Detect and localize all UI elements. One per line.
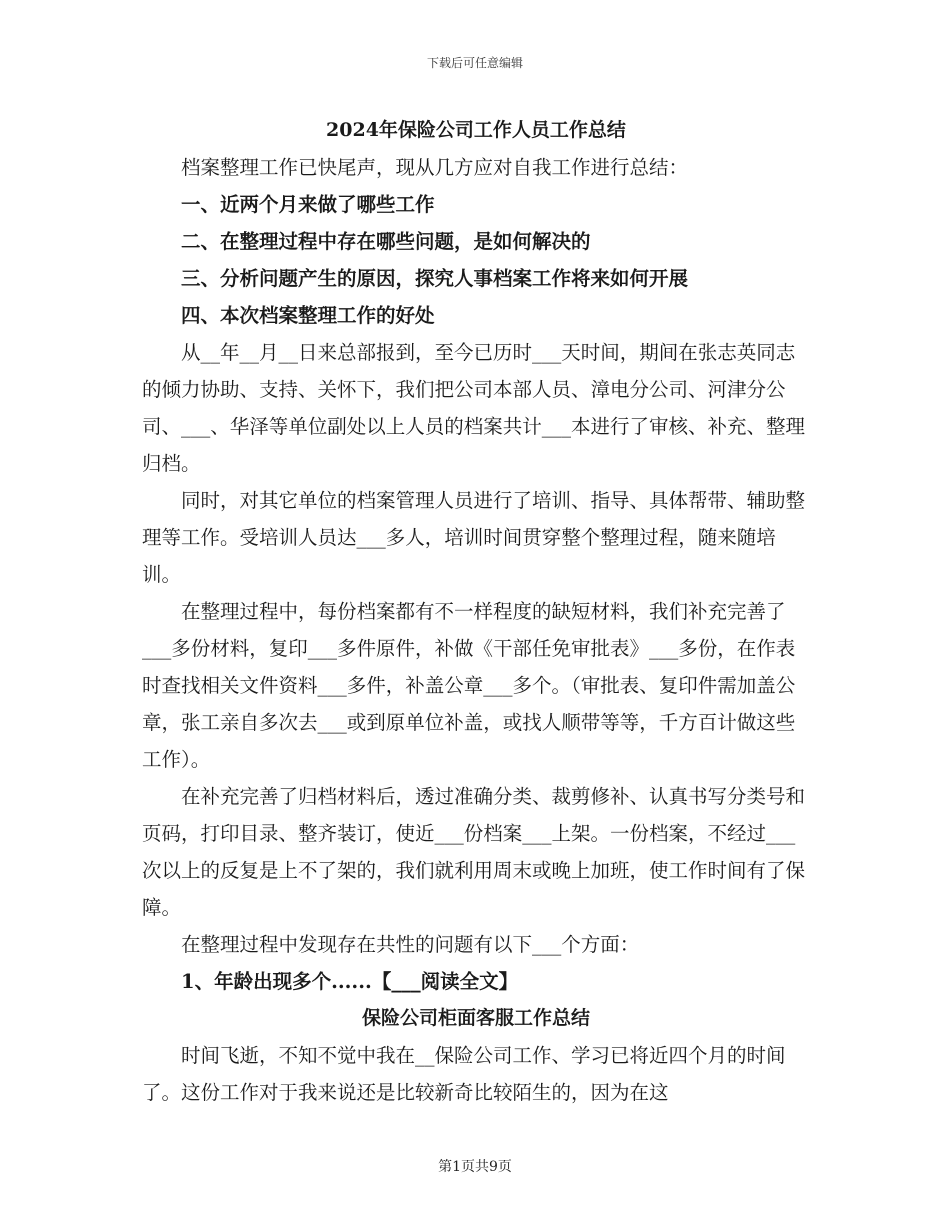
body-paragraph: 在整理过程中发现存在共性的问题有以下___个方面： xyxy=(181,933,640,956)
page-number: 第1页共9页 xyxy=(438,1159,512,1175)
read-more-link[interactable]: 【___阅读全文】 xyxy=(371,970,519,993)
body-paragraph: 在补充完善了归档材料后，透过准确分类、裁剪修补、认真书写分类号和页码，打印目录、整齐装订，使近___份档案___上架。一份档案，不经过___次以上的反复是上不了架的，我们就利用周末或晚上加班，使工作时间有了保障。 xyxy=(142,785,806,919)
body-paragraph: 在整理过程中，每份档案都有不一样程度的缺短材料，我们补充完善了___多份材料，复印___多件原件，补做《干部任免审批表》___多份，在作表时查找相关文件资料___多件，补盖公章___多个。（审批表、复印件需加盖公章，张工亲自多次去___或到原单位补盖，或找人顺带等等，千方百计做这些工作）。 xyxy=(142,600,796,771)
list-item-text: 1、年龄出现多个...... xyxy=(181,970,372,993)
section-heading-3: 三、分析问题产生的原因，探究人事档案工作将来如何开展 xyxy=(181,267,689,290)
section-heading-4: 四、本次档案整理工作的好处 xyxy=(181,304,435,327)
document-body xyxy=(142,112,810,1111)
section-heading-1: 一、近两个月来做了哪些工作 xyxy=(181,193,435,216)
list-item xyxy=(142,963,810,1000)
header-note: 下载后可任意编辑 xyxy=(426,56,523,70)
body-paragraph: 同时，对其它单位的档案管理人员进行了培训、指导、具体帮带、辅助整理等工作。受培训人员达___多人，培训时间贯穿整个整理过程，随来随培训。 xyxy=(142,489,806,586)
article-title-2: 保险公司柜面客服工作总结 xyxy=(361,1007,590,1029)
body-paragraph: 从__年__月__日来总部报到，至今已历时___天时间，期间在张志英同志的倾力协助、支持、关怀下，我们把公司本部人员、漳电分公司、河津分公司、___、华泽等单位副处以上人员的档案共计___本进行了审核、补充、整理归档。 xyxy=(142,341,806,475)
article-title: 2024年保险公司工作人员工作总结 xyxy=(326,119,626,141)
intro-paragraph: 档案整理工作已快尾声，现从几方应对自我工作进行总结： xyxy=(181,156,689,179)
section-heading-2: 二、在整理过程中存在哪些问题，是如何解决的 xyxy=(181,230,591,253)
body-paragraph: 时间飞逝，不知不觉中我在__保险公司工作、学习已将近四个月的时间了。这份工作对于我来说还是比较新奇比较陌生的，因为在这 xyxy=(142,1044,786,1104)
